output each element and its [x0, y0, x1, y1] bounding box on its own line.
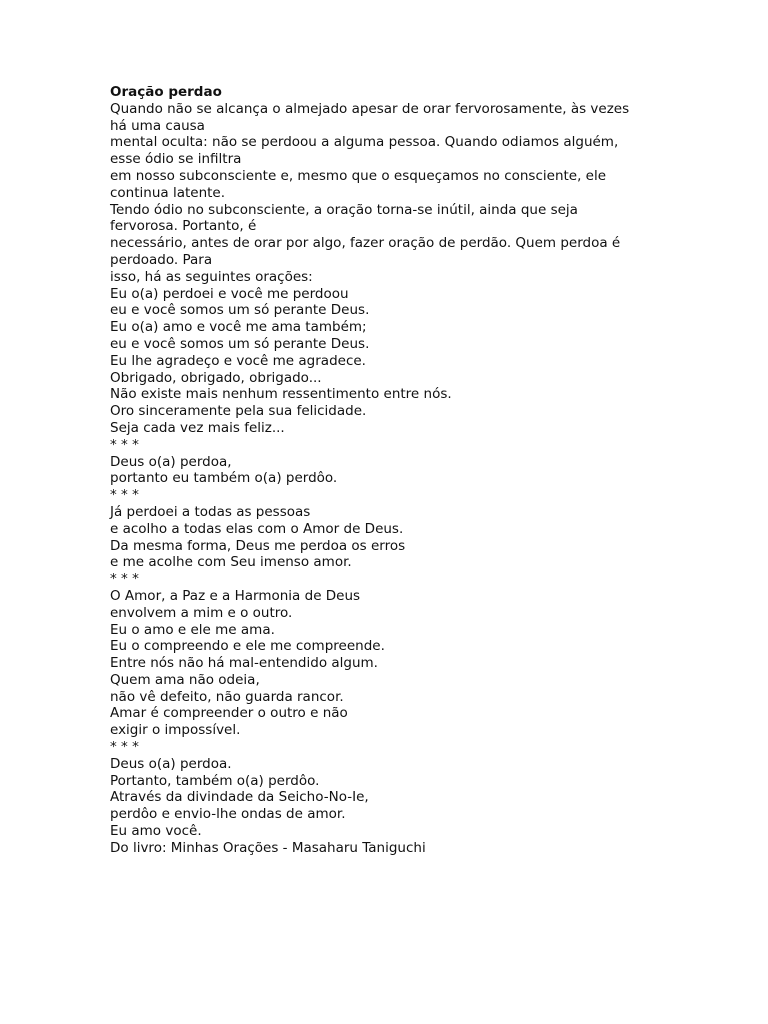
text-line: Eu o(a) amo e você me ama também; — [110, 319, 367, 336]
text-line: Oro sinceramente pela sua felicidade. — [110, 403, 367, 420]
text-line: Eu o compreendo e ele me compreende. — [110, 638, 385, 655]
text-line: Seja cada vez mais feliz... — [110, 419, 285, 436]
text-line: Tendo ódio no subconsciente, a oração torna-se inútil, ainda que seja — [110, 201, 578, 218]
text-line: Quem ama não odeia, — [110, 671, 260, 688]
text-line: necessário, antes de orar por algo, fazer oração de perdão. Quem perdoa é — [110, 235, 621, 252]
text-line: Deus o(a) perdoa. — [110, 755, 232, 772]
text-line: há uma causa — [110, 117, 205, 134]
text-line: * * * — [110, 487, 139, 504]
text-line: não vê defeito, não guarda rancor. — [110, 688, 344, 705]
text-line: Eu o(a) perdoei e você me perdoou — [110, 285, 349, 302]
text-line: * * * — [110, 739, 139, 756]
text-line: envolvem a mim e o outro. — [110, 604, 293, 621]
text-line: perdôo e envio-lhe ondas de amor. — [110, 806, 346, 823]
text-line: Não existe mais nenhum ressentimento entre nós. — [110, 386, 452, 403]
text-line: eu e você somos um só perante Deus. — [110, 335, 370, 352]
text-line: isso, há as seguintes orações: — [110, 268, 313, 285]
text-line: Da mesma forma, Deus me perdoa os erros — [110, 537, 406, 554]
text-line: Eu lhe agradeço e você me agradece. — [110, 352, 366, 369]
text-line: * * * — [110, 571, 139, 588]
text-line: Através da divindade da Seicho-No-Ie, — [110, 789, 369, 806]
text-line: exigir o impossível. — [110, 722, 241, 739]
text-line: Eu amo você. — [110, 823, 202, 840]
text-line: Obrigado, obrigado, obrigado... — [110, 369, 322, 386]
text-line: e acolho a todas elas com o Amor de Deus. — [110, 520, 404, 537]
text-line: mental oculta: não se perdoou a alguma pessoa. Quando odiamos alguém, — [110, 134, 619, 151]
text-line: * * * — [110, 436, 139, 453]
text-line: Amar é compreender o outro e não — [110, 705, 348, 722]
text-line: portanto eu também o(a) perdôo. — [110, 470, 338, 487]
text-line: Eu o amo e ele me ama. — [110, 621, 275, 638]
text-line: fervorosa. Portanto, é — [110, 218, 257, 235]
text-line: Já perdoei a todas as pessoas — [110, 503, 311, 520]
text-line: esse ódio se infiltra — [110, 151, 242, 168]
text-line: Deus o(a) perdoa, — [110, 453, 232, 470]
text-line: em nosso subconsciente e, mesmo que o esqueçamos no consciente, ele — [110, 167, 607, 184]
text-line: perdoado. Para — [110, 251, 213, 268]
text-line: Portanto, também o(a) perdôo. — [110, 772, 320, 789]
text-line: Entre nós não há mal-entendido algum. — [110, 655, 378, 672]
document-page — [110, 84, 670, 857]
text-line: eu e você somos um só perante Deus. — [110, 302, 370, 319]
text-line: O Amor, a Paz e a Harmonia de Deus — [110, 587, 361, 604]
text-line: continua latente. — [110, 184, 226, 201]
text-line: Quando não se alcança o almejado apesar de orar fervorosamente, às vezes — [110, 100, 630, 117]
document-title: Oração perdao — [110, 84, 222, 100]
document-body — [110, 101, 670, 857]
text-line: Do livro: Minhas Orações - Masaharu Taniguchi — [110, 839, 426, 856]
text-line: e me acolhe com Seu imenso amor. — [110, 554, 352, 571]
